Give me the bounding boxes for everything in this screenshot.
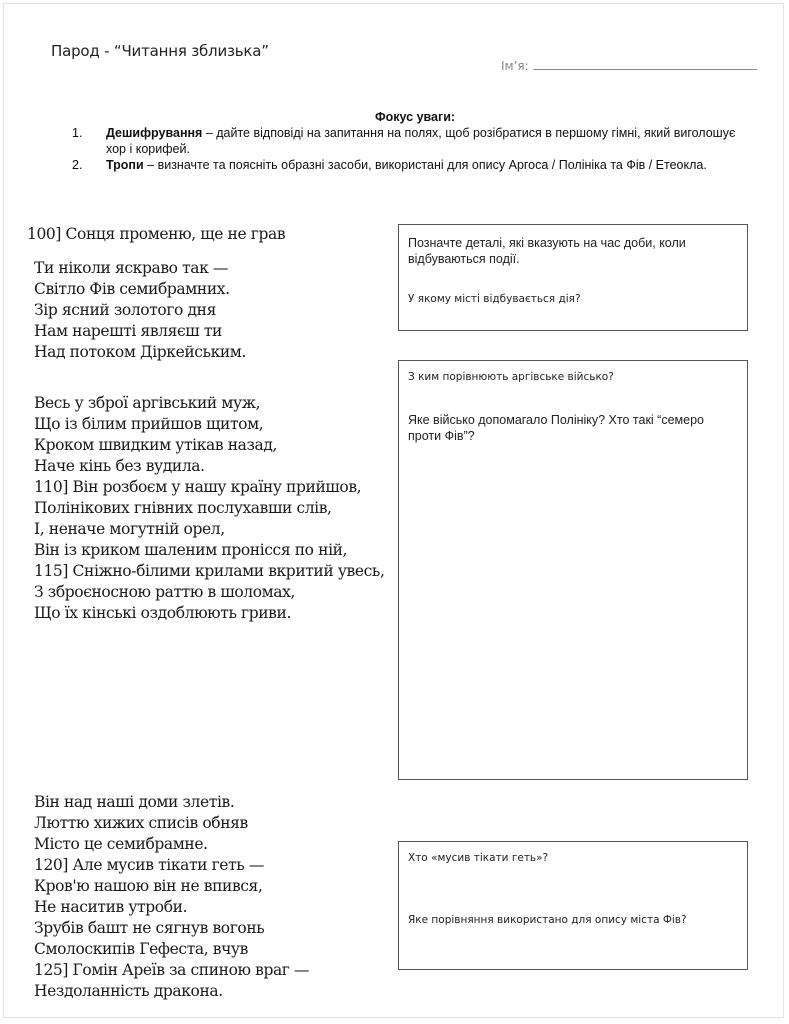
annotation-box-3[interactable] — [398, 841, 748, 970]
poem-line: Весь у зброї аргівський муж, — [34, 394, 261, 412]
poem-line: 110] Він розбоєм у нашу країну прийшов, — [34, 478, 362, 496]
poem-line: Зір ясний золотого дня — [34, 301, 216, 319]
annotation-box-2[interactable] — [398, 360, 748, 780]
poem-line: Нездоланність дракона. — [34, 982, 223, 1000]
poem-line: Що їх кінські оздоблюють гриви. — [34, 604, 291, 622]
page-title: Парод - “Читання зблизька” — [51, 42, 269, 60]
poem-line: З зброєносною раттю в шоломах, — [34, 583, 296, 601]
name-input-line[interactable] — [533, 59, 757, 70]
poem-first-line — [27, 224, 285, 245]
focus-item-term: Дешифрування — [106, 126, 203, 140]
question-time-of-day: Позначте деталі, які вказують на час доби, коли відбуваються події. — [408, 236, 686, 266]
name-field — [501, 59, 757, 73]
poem-line: Нам нарешті являєш ти — [34, 322, 222, 340]
poem-line: Кров'ю нашою він не впився, — [34, 877, 263, 895]
question-argive-army-comparison: З ким порівнюють аргівське військо? — [408, 371, 614, 383]
question-thebes-comparison: Яке порівняння використано для опису міста Фів? — [408, 914, 687, 926]
focus-section — [70, 109, 740, 173]
poem-line: Не наситив утроби. — [34, 898, 188, 916]
question-polynices-army: Яке військо допомагало Полініку? Хто такі “семеро проти Фів”? — [408, 413, 704, 443]
poem-line: Що із білим прийшов щитом, — [34, 415, 264, 433]
focus-item-text: – дайте відповіді на запитання на полях, щоб розібратися в першому гімні, який виголошує хор і корифей. — [106, 126, 736, 156]
poem-line: Смолоскипів Гефеста, вчув — [34, 940, 248, 958]
poem-stanza-3 — [34, 792, 309, 1002]
focus-title: Фокус уваги: — [374, 110, 456, 124]
poem-line: 120] Але мусив тікати геть — — [34, 856, 264, 874]
poem-line: Місто це семибрамне. — [34, 835, 208, 853]
poem-line: Він над наші доми злетів. — [34, 793, 235, 811]
poem-stanza-2 — [34, 393, 384, 624]
poem-line: І, неначе могутній орел, — [34, 520, 225, 538]
focus-item-number: 2. — [72, 158, 83, 172]
question-who-fled: Хто «мусив тікати геть»? — [408, 852, 549, 864]
poem-line: 125] Гомін Ареїв за спиною враг — — [34, 961, 310, 979]
poem-line: Кроком швидким утікав назад, — [34, 436, 278, 454]
annotation-box-1[interactable] — [398, 224, 748, 331]
poem-line: Зрубів башт не сягнув вогонь — [34, 919, 265, 937]
focus-item — [70, 125, 740, 157]
focus-item-text: – визначте та поясніть образні засоби, використані для опису Аргоса / Полініка та Фів / Етеокла. — [143, 158, 707, 172]
poem-line: Світло Фів семибрамних. — [34, 280, 230, 298]
poem-line: 115] Сніжно-білими крилами вкритий увесь, — [34, 562, 385, 580]
poem-stanza-1 — [34, 258, 246, 363]
poem-line: Він із криком шаленим пронісся по ній, — [34, 541, 348, 559]
focus-item — [70, 157, 740, 173]
poem-line: 100] Сонця променю, ще не грав — [27, 225, 286, 243]
question-city: У якому місті відбувається дія? — [408, 293, 581, 305]
worksheet-page — [3, 3, 784, 1018]
poem-line: Люттю хижих списів обняв — [34, 814, 248, 832]
poem-line: Наче кінь без вудила. — [34, 457, 205, 475]
poem-line: Над потоком Діркейським. — [34, 343, 246, 361]
name-label: Ім’я: — [501, 59, 529, 73]
poem-line: Ти ніколи яскраво так — — [34, 259, 229, 277]
poem-line: Полінікових гнівних послухавши слів, — [34, 499, 332, 517]
focus-item-term: Тропи — [106, 158, 144, 172]
focus-item-number: 1. — [72, 126, 83, 140]
